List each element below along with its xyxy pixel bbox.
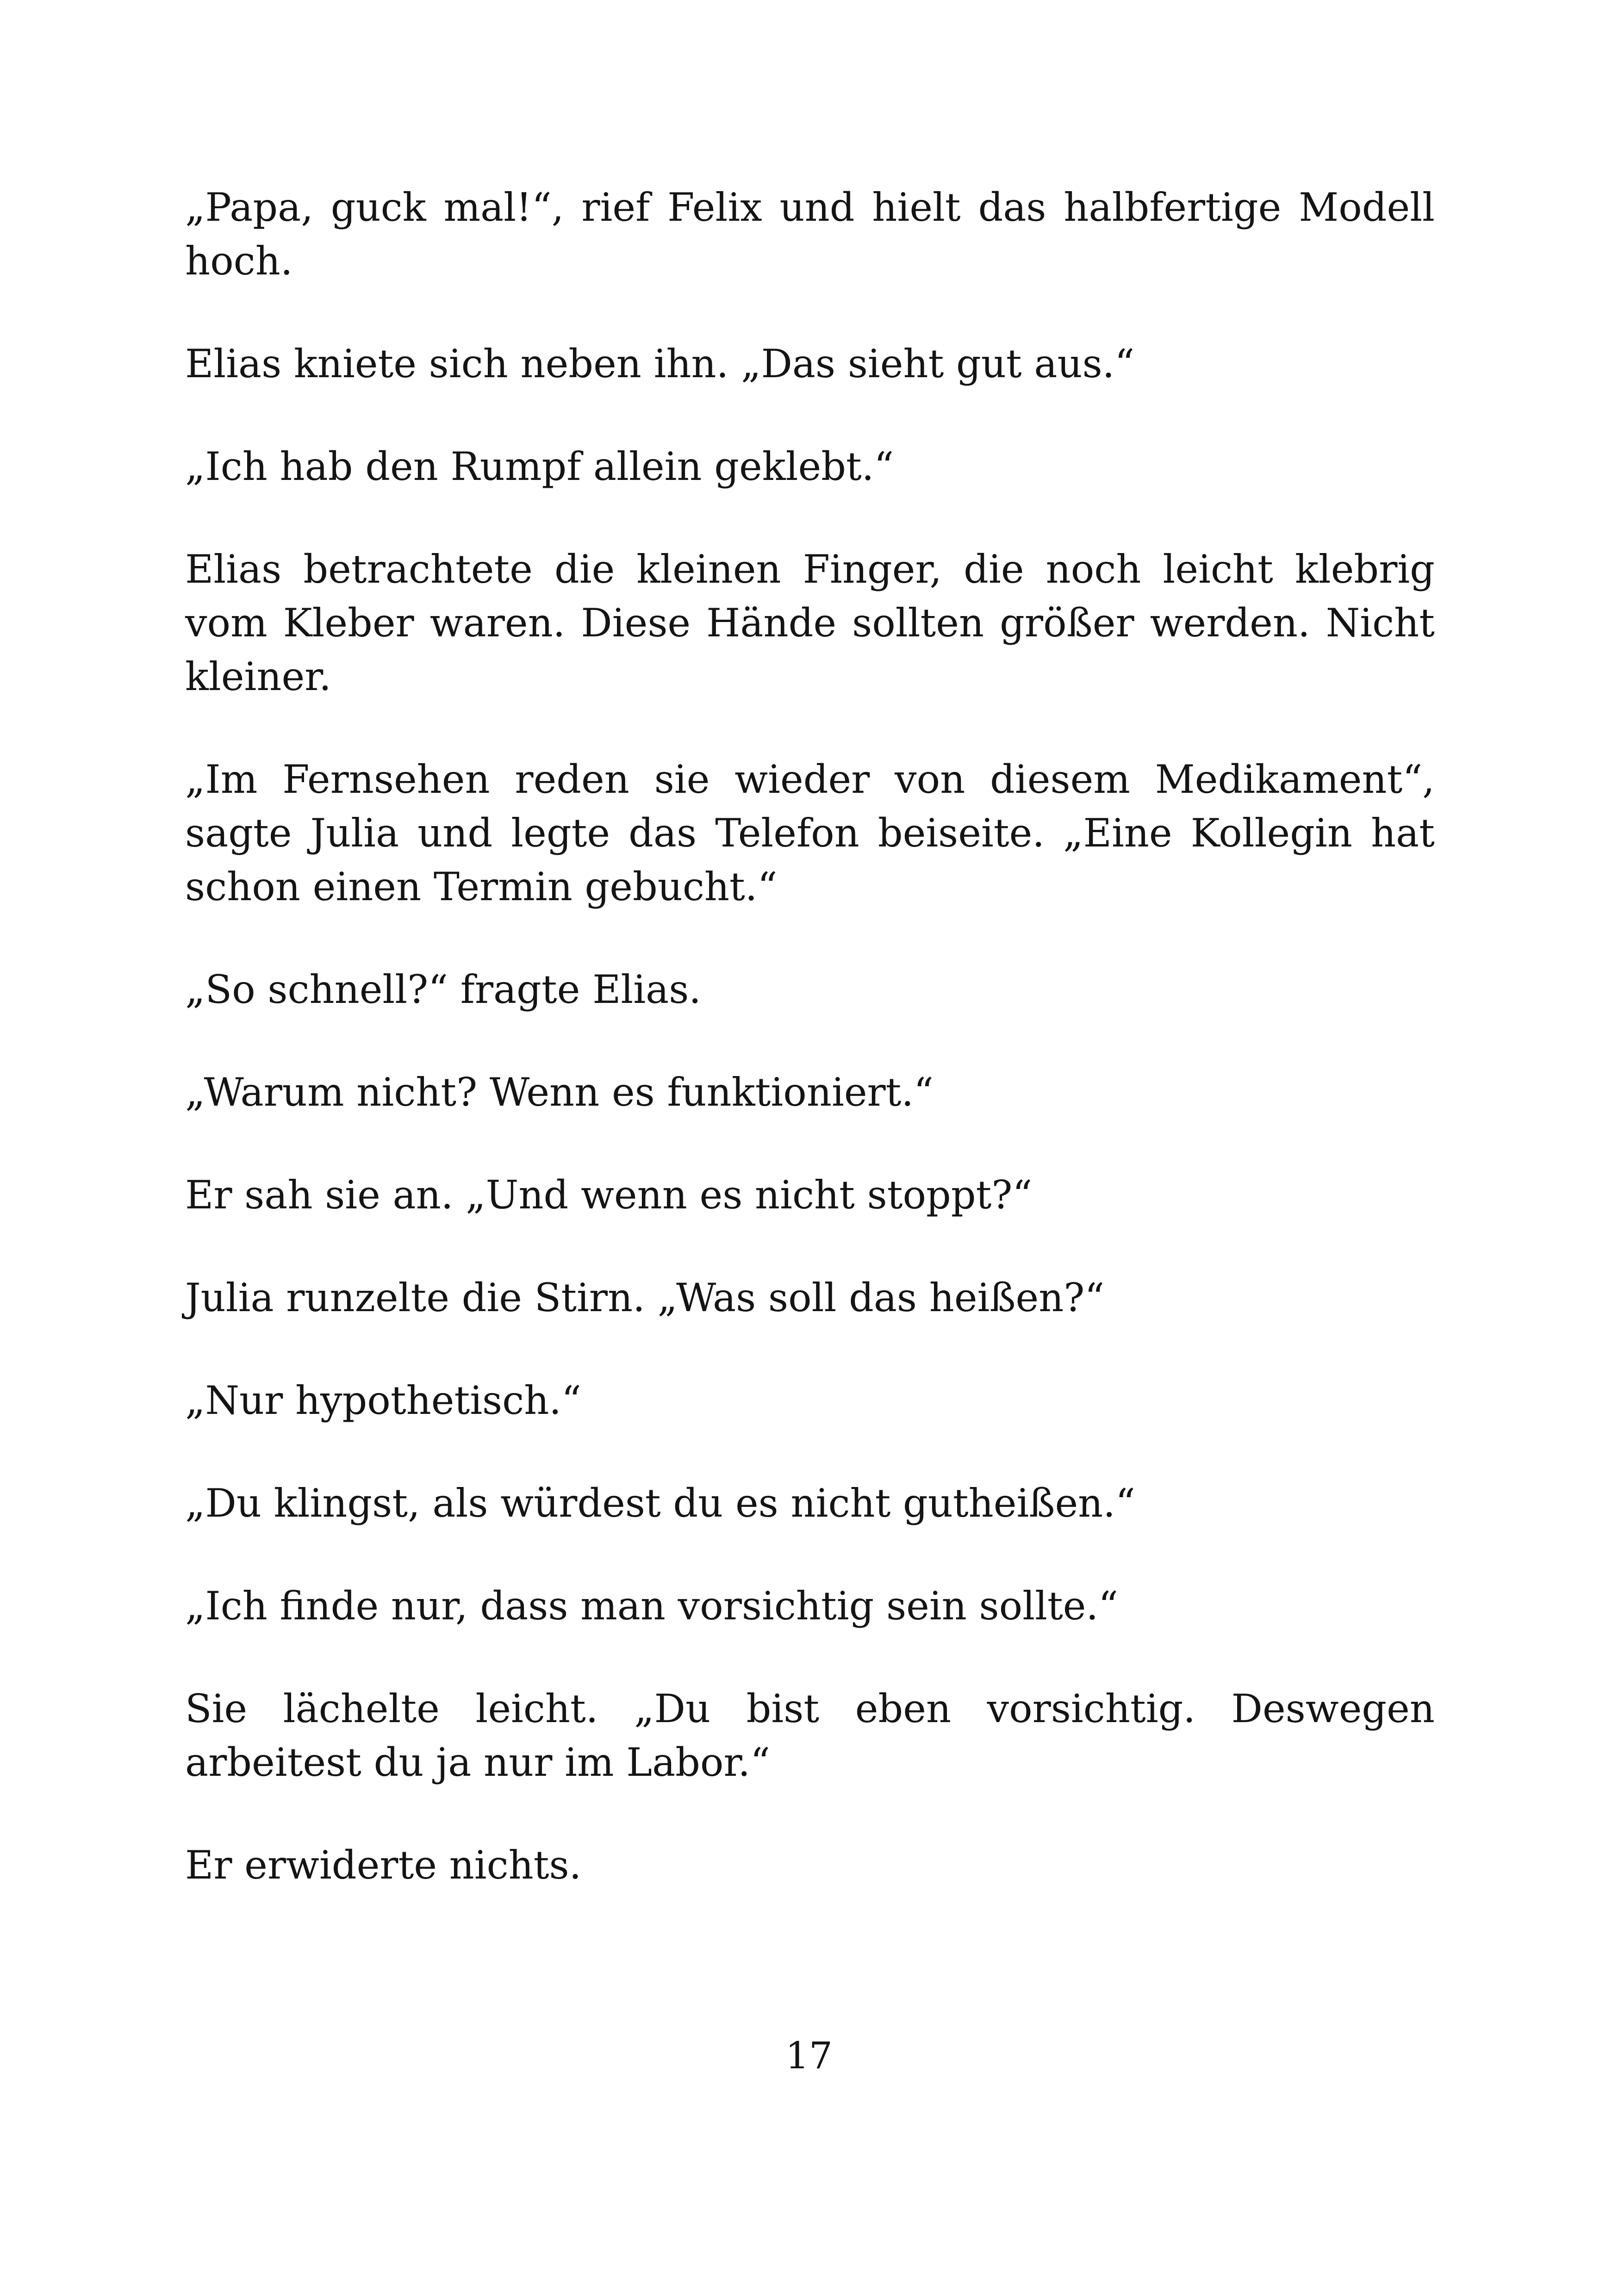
paragraph: „Ich hab den Rumpf allein geklebt.“ bbox=[185, 444, 894, 489]
page-number: 17 bbox=[785, 2034, 833, 2077]
paragraph: „Warum nicht? Wenn es funktioniert.“ bbox=[185, 1070, 934, 1115]
paragraph: „So schnell?“ fragte Elias. bbox=[185, 967, 702, 1012]
paragraph: Julia runzelte die Stirn. „Was soll das heißen?“ bbox=[185, 1275, 1105, 1320]
paragraph: „Nur hypothetisch.“ bbox=[185, 1378, 581, 1423]
paragraph: Elias betrachtete die kleinen Finger, die noch leicht klebrig vom Kleber waren. Diese Hände sollten größer werden. Nicht kleiner. bbox=[185, 547, 1435, 699]
paragraph: „Ich finde nur, dass man vorsichtig sein sollte.“ bbox=[185, 1583, 1119, 1629]
body-text bbox=[185, 180, 1435, 1941]
paragraph: „Du klingst, als würdest du es nicht gutheißen.“ bbox=[185, 1481, 1135, 1526]
paragraph: Elias kniete sich neben ihn. „Das sieht gut aus.“ bbox=[185, 341, 1135, 386]
paragraph: „Papa, guck mal!“, rief Felix und hielt das halbfertige Modell hoch. bbox=[185, 185, 1435, 284]
paragraph: „Im Fernsehen reden sie wieder von diesem Medikament“, sagte Julia und legte das Telefon beiseite. „Eine Kollegin hat schon einen Termin gebucht.“ bbox=[185, 757, 1435, 909]
paragraph: Er sah sie an. „Und wenn es nicht stoppt?“ bbox=[185, 1172, 1033, 1218]
paragraph: Er erwiderte nichts. bbox=[185, 1842, 582, 1888]
paragraph: Sie lächelte leicht. „Du bist eben vorsichtig. Deswegen arbeitest du ja nur im Labor.“ bbox=[185, 1686, 1435, 1785]
